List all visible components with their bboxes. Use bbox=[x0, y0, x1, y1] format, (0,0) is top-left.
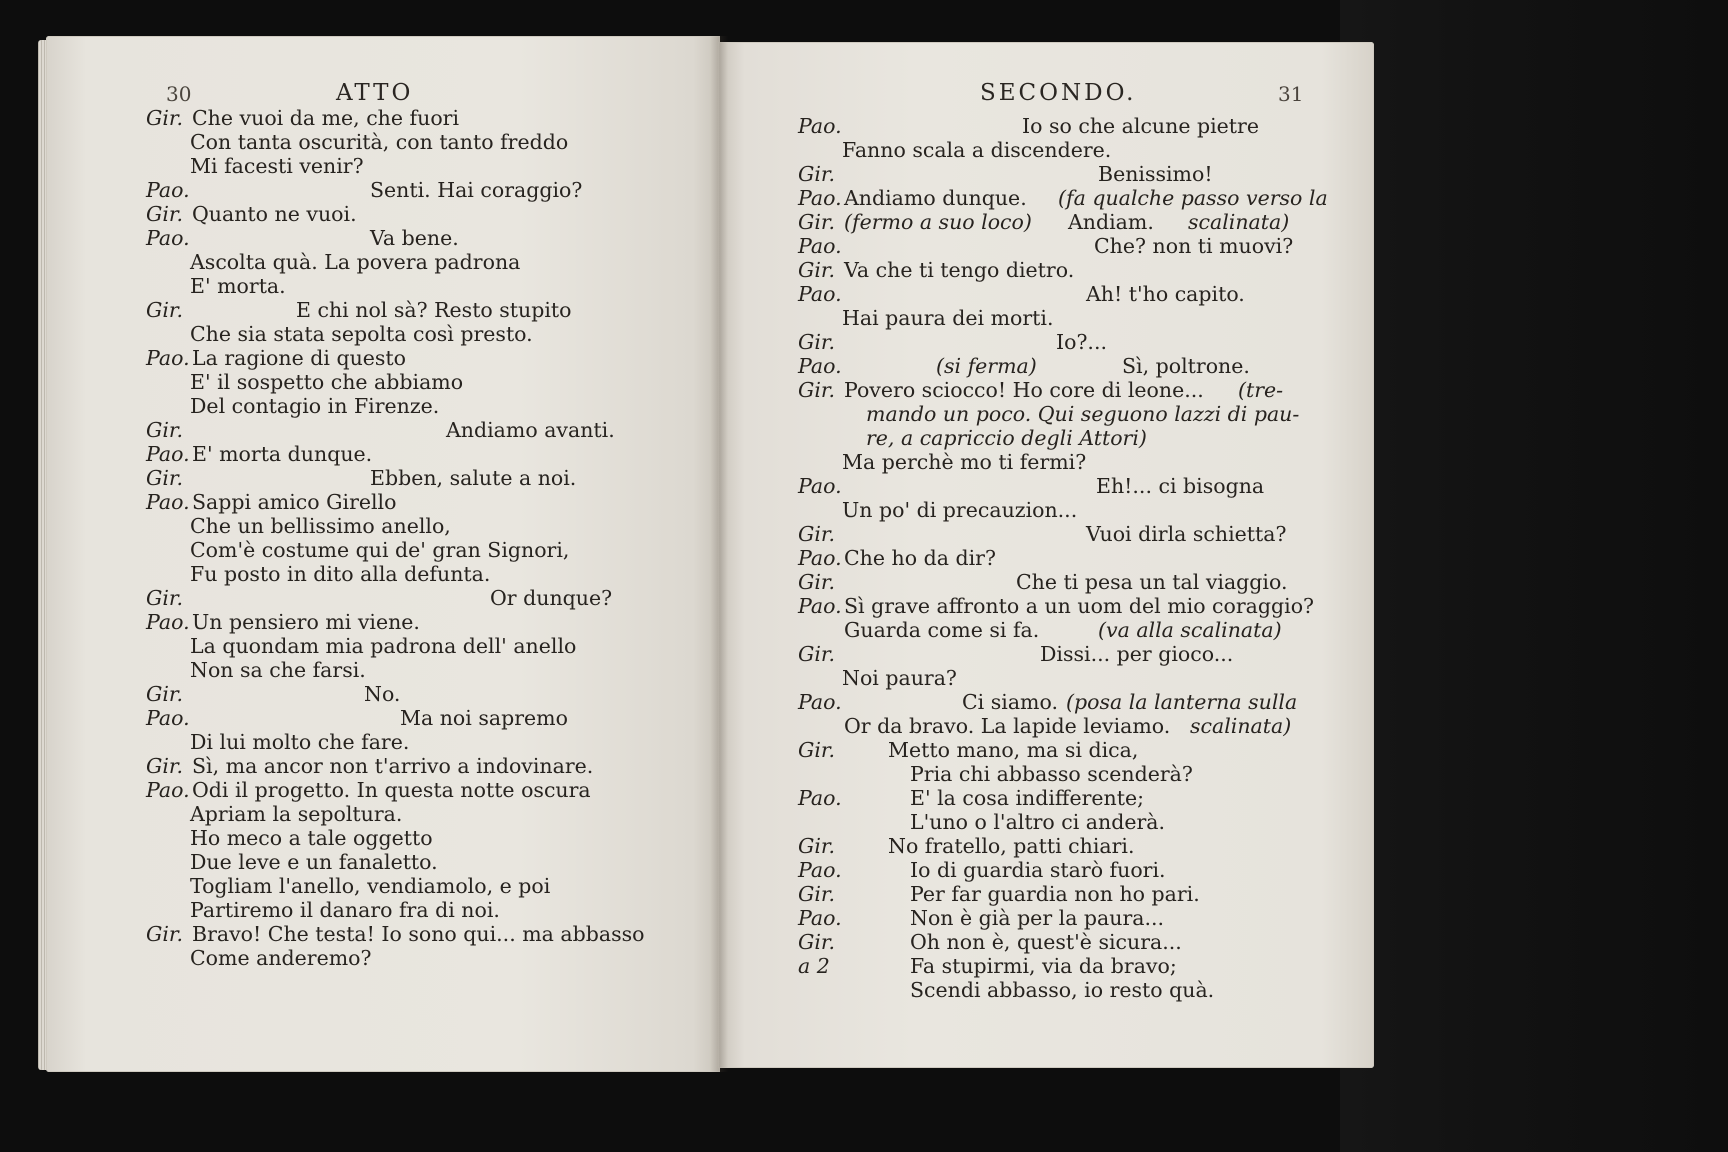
text-line bbox=[146, 490, 716, 514]
stage-direction: scalinata) bbox=[1190, 714, 1292, 738]
line-text: Due leve e un fanaletto. bbox=[190, 850, 438, 874]
text-line bbox=[146, 778, 716, 802]
line-text: E' morta dunque. bbox=[192, 442, 373, 466]
line-text: No fratello, patti chiari. bbox=[888, 834, 1135, 858]
text-line bbox=[798, 402, 1358, 426]
speaker-label: Gir. bbox=[798, 834, 835, 858]
text-line bbox=[146, 658, 716, 682]
left-page-text bbox=[146, 106, 716, 970]
line-text: Pria chi abbasso scenderà? bbox=[910, 762, 1193, 786]
speaker-label: Pao. bbox=[798, 786, 842, 810]
text-line bbox=[146, 922, 716, 946]
speaker-label: Gir. bbox=[798, 738, 835, 762]
speaker-label: Pao. bbox=[798, 594, 842, 618]
text-line bbox=[798, 954, 1358, 978]
speaker-label: Gir. bbox=[798, 258, 835, 282]
speaker-label: Pao. bbox=[798, 234, 842, 258]
text-line bbox=[146, 250, 716, 274]
text-line bbox=[798, 258, 1358, 282]
text-line bbox=[798, 642, 1358, 666]
text-line bbox=[798, 474, 1358, 498]
speaker-label: Pao. bbox=[798, 474, 842, 498]
text-line bbox=[798, 546, 1358, 570]
line-text: Io di guardia starò fuori. bbox=[910, 858, 1166, 882]
text-line bbox=[798, 378, 1358, 402]
text-line bbox=[146, 634, 716, 658]
text-line bbox=[798, 594, 1358, 618]
line-text: Che ho da dir? bbox=[844, 546, 996, 570]
text-line bbox=[798, 450, 1358, 474]
line-text: No. bbox=[364, 682, 401, 706]
line-text: Fu posto in dito alla defunta. bbox=[190, 562, 491, 586]
line-text: Mi facesti venir? bbox=[190, 154, 364, 178]
speaker-label: Pao. bbox=[798, 114, 842, 138]
left-page bbox=[46, 36, 720, 1072]
text-line bbox=[798, 834, 1358, 858]
line-text: Per far guardia non ho pari. bbox=[910, 882, 1200, 906]
text-line bbox=[798, 114, 1358, 138]
line-text: E' morta. bbox=[190, 274, 286, 298]
speaker-label: Gir. bbox=[146, 298, 183, 322]
stage-direction: (va alla scalinata) bbox=[1098, 618, 1282, 642]
line-text: Bravo! Che testa! Io sono qui... ma abbasso bbox=[192, 922, 645, 946]
line-text: Con tanta oscurità, con tanto freddo bbox=[190, 130, 569, 154]
line-text: Del contagio in Firenze. bbox=[190, 394, 440, 418]
speaker-label: Pao. bbox=[146, 226, 190, 250]
line-text: Fanno scala a discendere. bbox=[842, 138, 1112, 162]
speaker-label: Pao. bbox=[798, 546, 842, 570]
speaker-label: Gir. bbox=[146, 682, 183, 706]
line-text: Ho meco a tale oggetto bbox=[190, 826, 433, 850]
speaker-label: Gir. bbox=[798, 882, 835, 906]
text-line bbox=[798, 354, 1358, 378]
text-line bbox=[146, 130, 716, 154]
line-text: Togliam l'anello, vendiamolo, e poi bbox=[190, 874, 551, 898]
speaker-label: Pao. bbox=[798, 858, 842, 882]
text-line bbox=[798, 714, 1358, 738]
left-page-number: 30 bbox=[166, 82, 192, 106]
right-page-text bbox=[798, 114, 1358, 1002]
line-text: Ah! t'ho capito. bbox=[1086, 282, 1245, 306]
text-line bbox=[146, 418, 716, 442]
line-text: Ebben, salute a noi. bbox=[370, 466, 577, 490]
text-line bbox=[798, 666, 1358, 690]
stage-direction: re, a capriccio degli Attori) bbox=[866, 426, 1147, 450]
book-gutter bbox=[710, 36, 728, 1072]
text-line bbox=[798, 306, 1358, 330]
text-line bbox=[798, 882, 1358, 906]
speaker-label: Pao. bbox=[146, 178, 190, 202]
line-text: Va bene. bbox=[370, 226, 459, 250]
speaker-label: Gir. bbox=[798, 378, 835, 402]
open-book bbox=[46, 28, 1374, 1088]
text-line bbox=[146, 562, 716, 586]
line-text: Un po' di precauzion... bbox=[842, 498, 1078, 522]
speaker-label: Gir. bbox=[798, 162, 835, 186]
text-line bbox=[798, 210, 1358, 234]
text-line bbox=[798, 330, 1358, 354]
line-text: Non sa che farsi. bbox=[190, 658, 366, 682]
line-text: Sì, poltrone. bbox=[1122, 354, 1250, 378]
line-text: Che? non ti muovi? bbox=[1094, 234, 1294, 258]
text-line bbox=[798, 570, 1358, 594]
right-running-head: SECONDO. bbox=[980, 80, 1137, 106]
line-text: Oh non è, quest'è sicura... bbox=[910, 930, 1182, 954]
line-text: Andiamo dunque. bbox=[844, 186, 1027, 210]
line-text: Or dunque? bbox=[490, 586, 613, 610]
speaker-label: Gir. bbox=[798, 642, 835, 666]
line-text: Ascolta quà. La povera padrona bbox=[190, 250, 521, 274]
speaker-label: Gir. bbox=[146, 586, 183, 610]
line-text: La quondam mia padrona dell' anello bbox=[190, 634, 577, 658]
stage-direction: (si ferma) bbox=[936, 354, 1037, 378]
speaker-label: Pao. bbox=[798, 282, 842, 306]
text-line bbox=[146, 442, 716, 466]
line-text: Vuoi dirla schietta? bbox=[1086, 522, 1287, 546]
text-line bbox=[146, 466, 716, 490]
text-line bbox=[798, 282, 1358, 306]
line-text: Com'è costume qui de' gran Signori, bbox=[190, 538, 570, 562]
text-line bbox=[146, 106, 716, 130]
line-text: E chi nol sà? Resto stupito bbox=[296, 298, 572, 322]
text-line bbox=[798, 762, 1358, 786]
text-line bbox=[146, 802, 716, 826]
text-line bbox=[146, 226, 716, 250]
text-line bbox=[798, 738, 1358, 762]
speaker-label: Gir. bbox=[798, 210, 835, 234]
right-page bbox=[718, 42, 1374, 1068]
line-text: Scendi abbasso, io resto quà. bbox=[910, 978, 1215, 1002]
text-line bbox=[146, 346, 716, 370]
text-line bbox=[146, 322, 716, 346]
line-text: Odi il progetto. In questa notte oscura bbox=[192, 778, 591, 802]
speaker-label: Gir. bbox=[798, 522, 835, 546]
text-line bbox=[146, 538, 716, 562]
text-line bbox=[798, 138, 1358, 162]
line-text: Sì grave affronto a un uom del mio coraggio? bbox=[844, 594, 1315, 618]
line-text: Che un bellissimo anello, bbox=[190, 514, 451, 538]
text-line bbox=[146, 826, 716, 850]
line-text: E' il sospetto che abbiamo bbox=[190, 370, 464, 394]
text-line bbox=[146, 298, 716, 322]
text-line bbox=[146, 394, 716, 418]
line-text: Sappi amico Girello bbox=[192, 490, 397, 514]
text-line bbox=[146, 586, 716, 610]
text-line bbox=[146, 874, 716, 898]
text-line bbox=[798, 690, 1358, 714]
stage-direction: (fermo a suo loco) bbox=[844, 210, 1032, 234]
text-line bbox=[798, 234, 1358, 258]
line-text: Io so che alcune pietre bbox=[1022, 114, 1259, 138]
text-line bbox=[146, 202, 716, 226]
text-line bbox=[798, 618, 1358, 642]
line-text: L'uno o l'altro ci anderà. bbox=[910, 810, 1166, 834]
speaker-label: Pao. bbox=[798, 906, 842, 930]
line-text: Senti. Hai coraggio? bbox=[370, 178, 583, 202]
text-line bbox=[146, 706, 716, 730]
line-text: Guarda come si fa. bbox=[844, 618, 1040, 642]
text-line bbox=[798, 186, 1358, 210]
speaker-label: Gir. bbox=[146, 466, 183, 490]
background-dark-area bbox=[1340, 0, 1728, 1152]
line-text: Dissi... per gioco... bbox=[1040, 642, 1234, 666]
text-line bbox=[146, 730, 716, 754]
line-text: Non è già per la paura... bbox=[910, 906, 1165, 930]
speaker-label: Pao. bbox=[146, 490, 190, 514]
line-text: Che sia stata sepolta così presto. bbox=[190, 322, 533, 346]
line-text: Ma noi sapremo bbox=[400, 706, 568, 730]
text-line bbox=[146, 946, 716, 970]
text-line bbox=[146, 850, 716, 874]
line-text: Hai paura dei morti. bbox=[842, 306, 1054, 330]
speaker-label: Pao. bbox=[146, 610, 190, 634]
stage-direction: (posa la lanterna sulla bbox=[1066, 690, 1298, 714]
speaker-label: Gir. bbox=[146, 922, 183, 946]
stage-direction: scalinata) bbox=[1188, 210, 1290, 234]
line-text: Or da bravo. La lapide leviamo. bbox=[844, 714, 1171, 738]
speaker-label: a 2 bbox=[798, 954, 830, 978]
text-line bbox=[146, 274, 716, 298]
text-line bbox=[146, 178, 716, 202]
line-text: Che ti pesa un tal viaggio. bbox=[1016, 570, 1288, 594]
line-text: Di lui molto che fare. bbox=[190, 730, 410, 754]
line-text: Andiamo avanti. bbox=[446, 418, 615, 442]
line-text: Eh!... ci bisogna bbox=[1096, 474, 1265, 498]
speaker-label: Gir. bbox=[798, 930, 835, 954]
line-text: Un pensiero mi viene. bbox=[192, 610, 420, 634]
text-line bbox=[798, 906, 1358, 930]
line-text: Va che ti tengo dietro. bbox=[844, 258, 1075, 282]
text-line bbox=[798, 522, 1358, 546]
line-text: Partiremo il danaro fra di noi. bbox=[190, 898, 500, 922]
text-line bbox=[146, 610, 716, 634]
text-line bbox=[798, 162, 1358, 186]
speaker-label: Gir. bbox=[146, 418, 183, 442]
text-line bbox=[798, 978, 1358, 1002]
stage-direction: mando un poco. Qui seguono lazzi di pau- bbox=[866, 402, 1300, 426]
line-text: Metto mano, ma si dica, bbox=[888, 738, 1139, 762]
text-line bbox=[146, 370, 716, 394]
line-text: Sì, ma ancor non t'arrivo a indovinare. bbox=[192, 754, 594, 778]
speaker-label: Gir. bbox=[798, 330, 835, 354]
line-text: Apriam la sepoltura. bbox=[190, 802, 403, 826]
speaker-label: Pao. bbox=[798, 186, 842, 210]
text-line bbox=[146, 754, 716, 778]
line-text: Ci siamo. bbox=[962, 690, 1058, 714]
text-line bbox=[798, 810, 1358, 834]
line-text: Ma perchè mo ti fermi? bbox=[842, 450, 1087, 474]
speaker-label: Gir. bbox=[798, 570, 835, 594]
stage-direction: (tre- bbox=[1238, 378, 1284, 402]
line-text: Io?... bbox=[1056, 330, 1107, 354]
text-line bbox=[146, 514, 716, 538]
line-text: Benissimo! bbox=[1098, 162, 1213, 186]
stage-direction: (fa qualche passo verso la bbox=[1058, 186, 1328, 210]
line-text: La ragione di questo bbox=[192, 346, 406, 370]
speaker-label: Gir. bbox=[146, 202, 183, 226]
line-text: E' la cosa indifferente; bbox=[910, 786, 1145, 810]
text-line bbox=[146, 682, 716, 706]
line-text: Andiam. bbox=[1068, 210, 1154, 234]
speaker-label: Gir. bbox=[146, 106, 183, 130]
speaker-label: Pao. bbox=[798, 690, 842, 714]
left-running-head: ATTO bbox=[336, 80, 414, 106]
line-text: Povero sciocco! Ho core di leone... bbox=[844, 378, 1204, 402]
line-text: Noi paura? bbox=[842, 666, 957, 690]
line-text: Che vuoi da me, che fuori bbox=[192, 106, 460, 130]
speaker-label: Pao. bbox=[146, 706, 190, 730]
text-line bbox=[798, 426, 1358, 450]
text-line bbox=[798, 930, 1358, 954]
speaker-label: Pao. bbox=[146, 346, 190, 370]
text-line bbox=[146, 898, 716, 922]
line-text: Quanto ne vuoi. bbox=[192, 202, 357, 226]
speaker-label: Gir. bbox=[146, 754, 183, 778]
speaker-label: Pao. bbox=[146, 442, 190, 466]
line-text: Come anderemo? bbox=[190, 946, 372, 970]
line-text: Fa stupirmi, via da bravo; bbox=[910, 954, 1177, 978]
speaker-label: Pao. bbox=[146, 778, 190, 802]
text-line bbox=[798, 858, 1358, 882]
speaker-label: Pao. bbox=[798, 354, 842, 378]
text-line bbox=[798, 786, 1358, 810]
text-line bbox=[146, 154, 716, 178]
text-line bbox=[798, 498, 1358, 522]
right-page-number: 31 bbox=[1278, 82, 1304, 106]
